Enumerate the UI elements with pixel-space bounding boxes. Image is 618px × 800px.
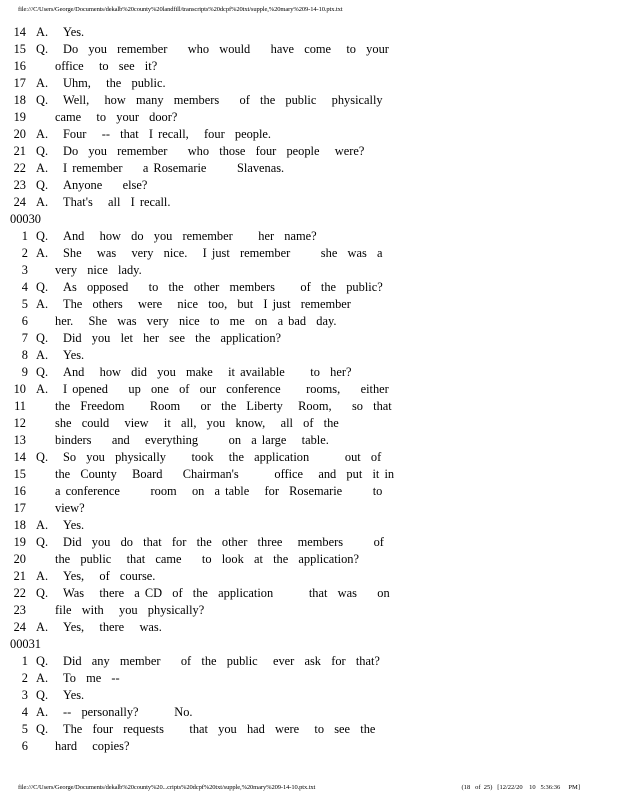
transcript-line — [8, 92, 608, 109]
transcript-line — [8, 602, 608, 619]
line-text: the public that came to look at the application? — [55, 552, 359, 566]
line-number: 23 — [13, 603, 26, 617]
line-text: She was very nice. I just remember she was a — [63, 246, 383, 260]
line-number: 1 — [21, 654, 28, 668]
line-number: 15 — [13, 42, 26, 56]
line-number: 2 — [21, 671, 28, 685]
page-marker-00030: 00030 — [10, 212, 41, 226]
line-text: Yes. — [63, 25, 85, 39]
transcript-block-page-29 — [8, 24, 608, 211]
line-text: As opposed to the other members of the public? — [63, 280, 383, 294]
transcript-line — [8, 347, 608, 364]
line-number: 4 — [21, 705, 28, 719]
line-text: That's all I recall. — [63, 195, 171, 209]
transcript-line — [8, 262, 608, 279]
line-text: Yes. — [63, 348, 85, 362]
line-number: 4 — [21, 280, 28, 294]
transcript-line — [8, 160, 608, 177]
line-number: 18 — [13, 93, 26, 107]
line-number: 22 — [13, 161, 26, 175]
transcript-line — [8, 75, 608, 92]
line-text: binders and everything on a large table. — [55, 433, 329, 447]
line-number: 5 — [21, 297, 28, 311]
speaker-label: Q. — [36, 93, 49, 107]
line-number: 9 — [21, 365, 28, 379]
speaker-label: Q. — [36, 229, 49, 243]
line-text: Was there a CD of the application that was on — [63, 586, 390, 600]
transcript-block-page-30 — [8, 228, 608, 636]
line-number: 21 — [13, 144, 26, 158]
line-number: 3 — [21, 263, 28, 277]
line-text: The others were nice too, but I just remember — [63, 297, 351, 311]
speaker-label: A. — [36, 297, 49, 311]
line-text: the County Board Chairman's office and put it in — [55, 467, 395, 481]
transcript-line — [8, 432, 608, 449]
transcript-line — [8, 738, 608, 755]
speaker-label: A. — [36, 705, 49, 719]
line-text: And how did you make it available to her? — [63, 365, 352, 379]
line-number: 24 — [13, 620, 26, 634]
transcript-line — [8, 415, 608, 432]
speaker-label: Q. — [36, 450, 49, 464]
line-number: 11 — [14, 399, 26, 413]
line-text: Do you remember who would have come to your — [63, 42, 389, 56]
footer-page-info — [462, 784, 580, 791]
speaker-label: Q. — [36, 654, 49, 668]
transcript-line — [8, 58, 608, 75]
line-number: 12 — [13, 416, 26, 430]
line-text: view? — [55, 501, 85, 515]
line-number: 20 — [13, 127, 26, 141]
transcript-line — [8, 517, 608, 534]
transcript-line — [8, 381, 608, 398]
line-number: 14 — [13, 25, 26, 39]
line-number: 17 — [13, 501, 26, 515]
line-number: 18 — [13, 518, 26, 532]
transcript-line — [8, 24, 608, 41]
transcript-body — [8, 24, 608, 755]
transcript-line — [8, 687, 608, 704]
transcript-line — [8, 721, 608, 738]
line-number: 21 — [13, 569, 26, 583]
line-number: 23 — [13, 178, 26, 192]
line-number: 13 — [13, 433, 26, 447]
line-text: very nice lady. — [55, 263, 142, 277]
transcript-line — [8, 279, 608, 296]
line-number: 7 — [21, 331, 28, 345]
speaker-label: A. — [36, 246, 49, 260]
line-number: 14 — [13, 450, 26, 464]
speaker-label: A. — [36, 25, 49, 39]
line-number: 6 — [21, 739, 28, 753]
line-text: The four requests that you had were to see the — [63, 722, 376, 736]
line-number: 6 — [21, 314, 28, 328]
line-number: 17 — [13, 76, 26, 90]
line-text: Anyone else? — [63, 178, 148, 192]
speaker-label: A. — [36, 569, 49, 583]
page-marker-00031: 00031 — [10, 637, 41, 651]
transcript-line — [8, 534, 608, 551]
line-text: came to your door? — [55, 110, 178, 124]
speaker-label: A. — [36, 382, 49, 396]
speaker-label: A. — [36, 518, 49, 532]
speaker-label: Q. — [36, 331, 49, 345]
speaker-label: A. — [36, 76, 49, 90]
line-text: Did you let her see the application? — [63, 331, 282, 345]
transcript-line — [8, 449, 608, 466]
transcript-line — [8, 177, 608, 194]
line-number: 20 — [13, 552, 26, 566]
transcript-line — [8, 670, 608, 687]
transcript-line — [8, 330, 608, 347]
line-number: 16 — [13, 59, 26, 73]
line-number: 19 — [13, 535, 26, 549]
line-number: 22 — [13, 586, 26, 600]
line-text: Yes. — [63, 688, 85, 702]
line-text: And how do you remember her name? — [63, 229, 317, 243]
line-number: 3 — [21, 688, 28, 702]
line-text: file with you physically? — [55, 603, 205, 617]
line-text: her. She was very nice to me on a bad day. — [55, 314, 337, 328]
line-number: 16 — [13, 484, 26, 498]
line-text: office to see it? — [55, 59, 158, 73]
line-number: 8 — [21, 348, 28, 362]
line-text: So you physically took the application out of — [63, 450, 382, 464]
line-text: Do you remember who those four people were? — [63, 144, 365, 158]
file-path-header: file:///C/Users/George/Documents/dekalb%20county%20landfill/transcripts%20dcpf%20txt/supple,%20mary%209-14-10.ptx.txt — [18, 6, 343, 13]
line-text: a conference room on a table for Rosemarie to — [55, 484, 383, 498]
transcript-line — [8, 109, 608, 126]
speaker-label: Q. — [36, 365, 49, 379]
speaker-label: Q. — [36, 280, 49, 294]
line-number: 1 — [21, 229, 28, 243]
transcript-line — [8, 653, 608, 670]
transcript-line — [8, 483, 608, 500]
transcript-line — [8, 313, 608, 330]
line-text: Did you do that for the other three members of — [63, 535, 384, 549]
speaker-label: A. — [36, 127, 49, 141]
line-text: Yes. — [63, 518, 85, 532]
speaker-label: Q. — [36, 586, 49, 600]
transcript-block-page-31 — [8, 653, 608, 755]
speaker-label: Q. — [36, 535, 49, 549]
transcript-line — [8, 228, 608, 245]
speaker-label: A. — [36, 620, 49, 634]
transcript-line — [8, 398, 608, 415]
transcript-line — [8, 143, 608, 160]
transcript-line — [8, 619, 608, 636]
speaker-label: A. — [36, 195, 49, 209]
transcript-line — [8, 551, 608, 568]
line-text: Four -- that I recall, four people. — [63, 127, 272, 141]
speaker-label: Q. — [36, 178, 49, 192]
footer-timestamp: [12/22/20 10 5:36:36 PM] — [497, 784, 580, 791]
line-text: she could view it all, you know, all of the — [55, 416, 339, 430]
speaker-label: Q. — [36, 722, 49, 736]
line-number: 2 — [21, 246, 28, 260]
line-number: 19 — [13, 110, 26, 124]
transcript-line — [8, 466, 608, 483]
line-text: Uhm, the public. — [63, 76, 166, 90]
transcript-line — [8, 568, 608, 585]
line-text: Yes, there was. — [63, 620, 162, 634]
transcript-line — [8, 585, 608, 602]
file-path-footer: file:///C/Users/George/Documents/dekalb%20county%20...cripts%20dcpf%20txt/supple,%20mary%209-14-10.ptx.txt — [18, 784, 316, 791]
line-text: the Freedom Room or the Liberty Room, so that — [55, 399, 392, 413]
transcript-line — [8, 41, 608, 58]
speaker-label: A. — [36, 671, 49, 685]
line-text: Well, how many members of the public physically — [63, 93, 383, 107]
transcript-line — [8, 126, 608, 143]
speaker-label: Q. — [36, 144, 49, 158]
line-number: 24 — [13, 195, 26, 209]
speaker-label: Q. — [36, 42, 49, 56]
transcript-line — [8, 704, 608, 721]
transcript-line — [8, 296, 608, 313]
transcript-line — [8, 364, 608, 381]
line-text: Did any member of the public ever ask for that? — [63, 654, 380, 668]
line-text: To me -- — [63, 671, 120, 685]
speaker-label: A. — [36, 161, 49, 175]
speaker-label: A. — [36, 348, 49, 362]
speaker-label: Q. — [36, 688, 49, 702]
transcript-line — [8, 245, 608, 262]
line-text: I remember a Rosemarie Slavenas. — [63, 161, 285, 175]
line-number: 5 — [21, 722, 28, 736]
line-text: hard copies? — [55, 739, 130, 753]
footer-page-count: (18 of 25) — [461, 784, 493, 791]
transcript-line — [8, 500, 608, 517]
line-text: I opened up one of our conference rooms, either — [63, 382, 389, 396]
line-text: Yes, of course. — [63, 569, 156, 583]
line-number: 10 — [13, 382, 26, 396]
line-text: -- personally? No. — [63, 705, 193, 719]
line-number: 15 — [13, 467, 26, 481]
transcript-line — [8, 194, 608, 211]
